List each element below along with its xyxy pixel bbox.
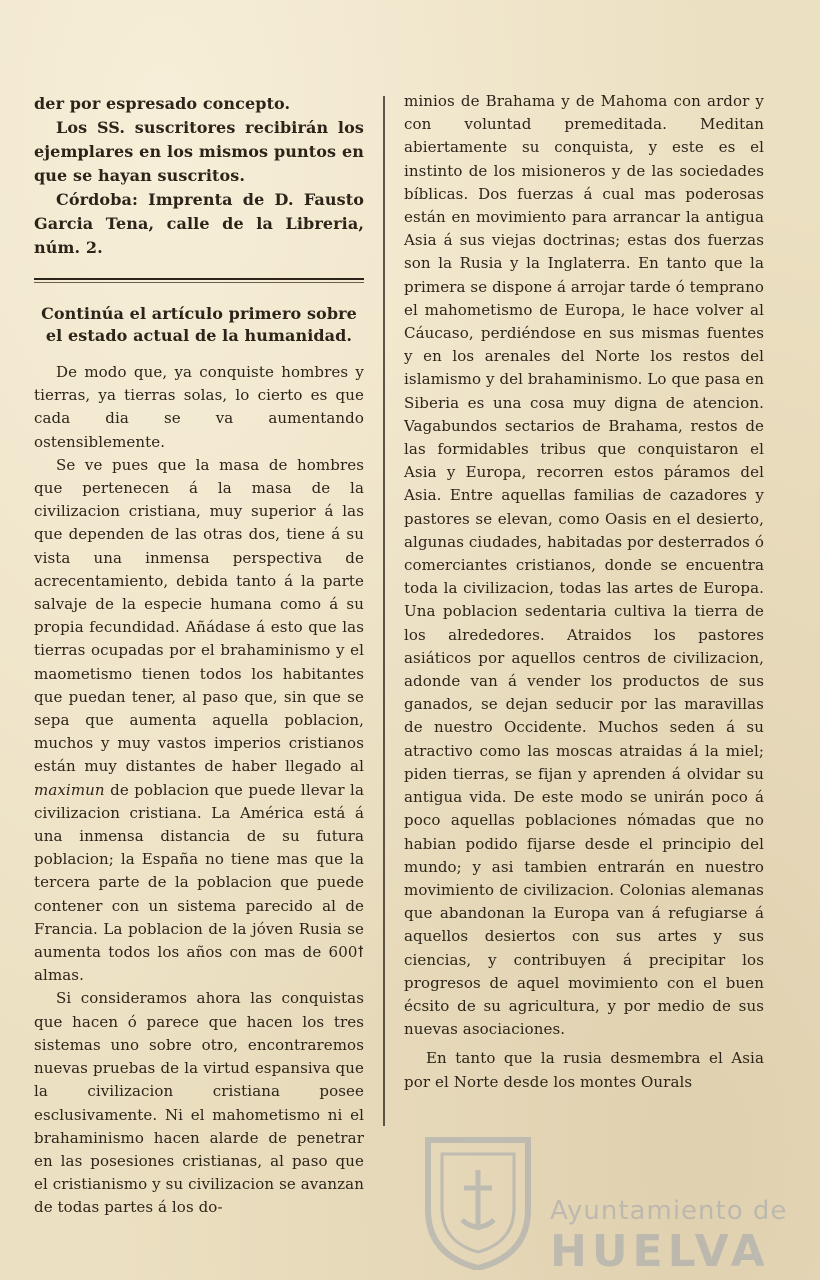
paragraph-final: En tanto que la rusia desmembra el Asia por el Norte desde los montes Ourals [404, 1049, 764, 1091]
column-divider [383, 96, 385, 1126]
notice-line-1: der por espresado concepto. [34, 94, 291, 113]
paragraph-1: De modo que, ya conquiste hombres y tierras, ya tierras solas, lo cierto es que cada dia se va aumentando ostensiblemente. [34, 363, 364, 451]
notice-line-2: Los SS. suscritores recibirán los ejemplares en los mismos puntos en que se hayan suscritos. [34, 118, 364, 185]
right-column [404, 90, 764, 1094]
printer-imprint: Córdoba: Imprenta de D. Fausto Garcia Tena, calle de la Libreria, núm. 2. [34, 190, 364, 257]
paragraph-continued: minios de Brahama y de Mahoma con ardor y con voluntad premeditada. Meditan abiertamente su conquista, y este es el instinto de los misioneros y de las sociedades bíblicas. Dos fuerzas á cual mas poderosas están en movimiento para arrancar la antigua Asia á sus viejas doctrinas; estas dos fuerzas son la Rusia y la Inglaterra. En tanto que la primera se dispone á arrojar tarde ó temprano el mahometismo de Europa, le hace volver al Cáucaso, perdiéndose en sus mismas fuentes y en los arenales del Norte los restos del islamismo y del brahaminismo. Lo que pasa en Siberia es una cosa muy digna de atencion. Vagabundos sectarios de Brahama, restos de las formidables tribus que conquistaron el Asia y Europa, recorren estos páramos del Asia. Entre aquellas familias de cazadores y pastores se elevan, como Oasis en el desierto, algunas ciudades, habitadas por desterrados ó comerciantes cristianos, donde se encuentra toda la civilizacion, todas las artes de Europa. Una poblacion sedentaria cultiva la tierra de los alrededores. Atraidos los pastores asiáticos por aquellos centros de civilizacion, adonde van á vender los productos de sus ganados, se dejan seducir por las maravillas de nuestro Occidente. Muchos seden á su atractivo como las moscas atraidas á la miel; piden tierras, se fijan y aprenden á olvidar su antigua vida. De este modo se unirán poco á poco aquellas poblaciones nómadas que no habian podido fijarse desde el principio del mundo; y asi tambien entrarán en nuestro movimiento de civilizacion. Colonias alemanas que abandonan la Europa van á refugiarse á aquellos desiertos con sus artes y sus ciencias, y contribuyen á precipitar los progresos de aquel movimiento con el buen écsito de su agricultura, y por medio de sus nuevas asociaciones. [404, 92, 764, 1039]
paragraph-3: Si consideramos ahora las conquistas que hacen ó parece que hacen los tres sistemas uno sobre otro, encontraremos nuevas pruebas de la virtud espansiva que la civilizacion cristiana posee esclusivamente. Ni el mahometismo ni el brahaminismo hacen alarde de penetrar en las posesiones cristianas, al paso que el cristianismo y su civilizacion se avanzan de todas partes á los do- [34, 989, 364, 1217]
left-column [34, 92, 364, 1220]
article-heading [34, 303, 364, 347]
paragraph-2: Se ve pues que la masa de hombres que pertenecen á la masa de la civilizacion cristiana, muy superior á las que dependen de las otras dos, tiene á su vista una inmensa perspectiva de acrecentamiento, debida tanto á la parte salvaje de la especie humana como á su propia fecundidad. Añádase á esto que las tierras ocupadas por el brahaminismo y el maometismo tienen todos los habitantes que puedan tener, al paso que, sin que se sepa que aumenta aquella poblacion, muchos y muy vastos imperios cristianos están muy distantes de haber llegado al maximun de poblacion que puede llevar la civilizacion cristiana. La América está á una inmensa distancia de su futura poblacion; la España no tiene mas que la tercera parte de la poblacion que puede contener con un sistema parecido al de Francia. La poblacion de la jóven Rusia se aumenta todos los años con mas de 600ꝉ almas. [34, 455, 364, 985]
article-heading-line-1: Continúa el artículo primero sobre [41, 304, 357, 323]
coat-of-arms-icon [418, 1130, 538, 1270]
watermark [410, 1130, 788, 1277]
watermark-line-2: HUELVA [550, 1226, 770, 1277]
article-heading-line-2: el estado actual de la humanidad. [45, 326, 353, 345]
italic-term: maximun [34, 780, 105, 799]
watermark-line-1: Ayuntamiento de [550, 1196, 788, 1226]
subscription-notice [34, 92, 364, 260]
section-divider [34, 278, 364, 283]
